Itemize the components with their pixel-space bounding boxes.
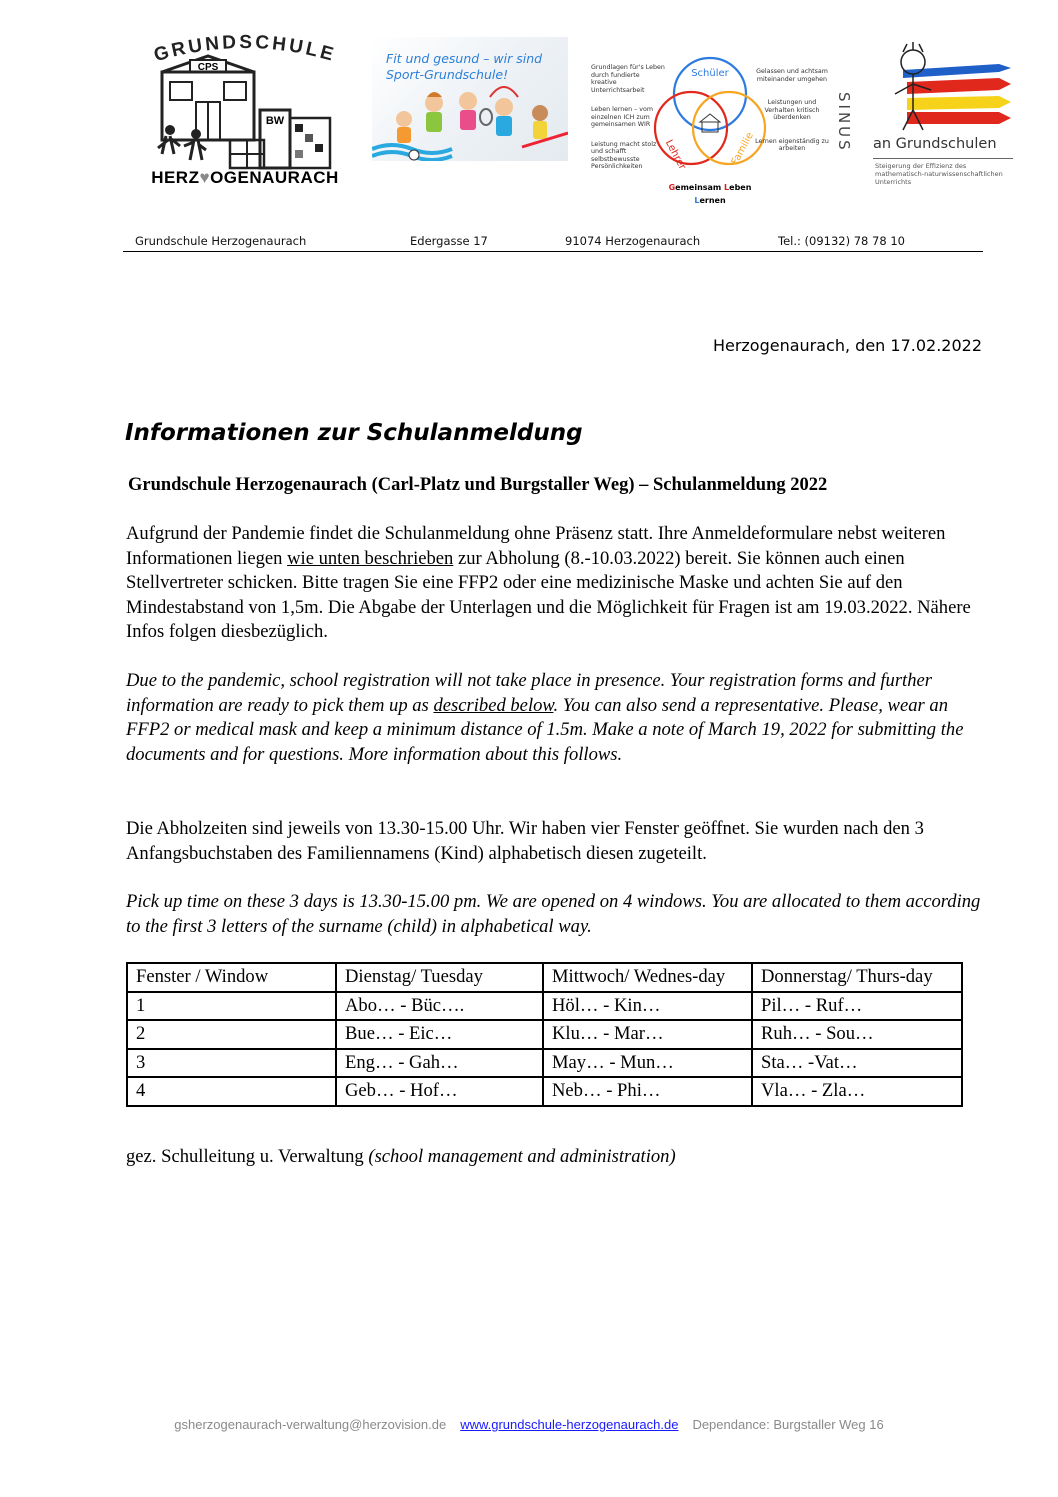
school-logo-town-left: HERZ: [151, 168, 200, 187]
venn-label-lehrer: Lehrer: [662, 138, 688, 172]
table-cell: 3: [127, 1049, 336, 1078]
table-cell: 1: [127, 992, 336, 1021]
school-logo-cps-label: CPS: [197, 62, 219, 73]
paragraph-text: . You can also send a representative. Please, wear an FFP2 or medical mask and keep a minimum distance of 1.5m. Make a note of March 19, 2022 for submitting the documents and for questions. More information about this follows.: [126, 694, 964, 765]
paragraph-english-pickup: Pick up time on these 3 days is 13.30-15.00 pm. We are opened on 4 windows. You are allocated to them according to the first 3 letters of the surname (child) in alphabetical way.: [126, 891, 981, 937]
table-header-cell: Fenster / Window: [127, 963, 336, 992]
table-header-cell: Dienstag/ Tuesday: [336, 963, 543, 992]
footer-email[interactable]: gsherzogenaurach-verwaltung@herzovision.de: [174, 1417, 447, 1432]
table-row: [127, 992, 962, 1021]
page-footer: [0, 1417, 1058, 1432]
venn-label-schueler: Schüler: [691, 68, 729, 79]
signature-text: gez. Schulleitung u. Verwaltung: [126, 1146, 369, 1167]
paragraph-english-registration: [126, 669, 986, 767]
motto-cap: L: [724, 183, 730, 192]
table-cell: Bue… - Eic…: [336, 1020, 543, 1049]
school-logo: [140, 28, 350, 193]
values-right-item: Gelassen und achtsam miteinander umgehen: [756, 68, 828, 83]
address-school-name: Grundschule Herzogenaurach: [135, 234, 307, 248]
table-header-cell: Donnerstag/ Thurs-day: [752, 963, 962, 992]
motto-word: eben: [729, 183, 752, 192]
table-cell: Pil… - Ruf…: [752, 992, 962, 1021]
school-logo-arch-text: GRUNDSCHULE: [151, 31, 339, 67]
values-right-list: [755, 68, 829, 153]
sport-school-logo: [372, 37, 568, 161]
paragraph-text: zur Abholung (8.-10.03.2022) bereit. Sie können auch einen Stellvertreter schicken. Bitte tragen Sie eine FFP2 oder eine medizinische Maske und achten Sie auf den Mindestabstand von 1,5m. Die Abgabe der Unterlagen und die Möglichkeit für Fragen ist am 19.03.2022. Nähere Infos folgen diesbezüglich.: [126, 547, 971, 642]
table-cell: Eng… - Gah…: [336, 1049, 543, 1078]
sport-slogan-line2: Sport-Grundschule!: [386, 67, 509, 82]
paragraph-text: Aufgrund der Pandemie findet die Schulanmeldung ohne Präsenz statt. Ihre Anmeldeformulare nebst weiteren Informationen liegen: [126, 523, 946, 569]
signature-translation: (school management and administration): [368, 1146, 676, 1167]
paragraph-text: Due to the pandemic, school registration will not take place in presence. Your registration forms and further information are ready to pick them up as: [126, 670, 933, 716]
venn-label-familie: Familie: [729, 130, 756, 167]
table-header-row: [127, 963, 962, 992]
sport-slogan-line1: Fit und gesund – wir sind: [386, 51, 543, 66]
table-header-cell: Mittwoch/ Wednes-day: [543, 963, 752, 992]
paragraph-german-registration: [126, 522, 986, 645]
values-right-item: Leistungen und Verhalten kritisch überdenken: [764, 99, 820, 121]
table-row: [127, 1077, 962, 1106]
table-cell: Abo… - Büc….: [336, 992, 543, 1021]
table-cell: Klu… - Mar…: [543, 1020, 752, 1049]
motto-word: ernen: [699, 196, 726, 205]
school-logo-bw-label: BW: [265, 115, 285, 127]
school-values-logo: [585, 46, 835, 216]
children-sport-illustration-icon: [372, 37, 568, 161]
address-city: 91074 Herzogenaurach: [565, 234, 701, 248]
letter-date: Herzogenaurach, den 17.02.2022: [712, 336, 982, 355]
values-motto: [660, 181, 760, 207]
table-cell: May… - Mun…: [543, 1049, 752, 1078]
table-cell: Höl… - Kin…: [543, 992, 752, 1021]
values-left-list: [591, 64, 665, 171]
described-below-link[interactable]: wie unten beschrieben: [287, 547, 454, 569]
header-divider: [123, 251, 983, 252]
school-building-icon: [140, 50, 350, 170]
motto-cap: L: [694, 196, 700, 205]
table-cell: Neb… - Phi…: [543, 1077, 752, 1106]
school-logo-town-right: OGENAURACH: [210, 168, 339, 187]
table-row: [127, 1020, 962, 1049]
sinus-logo: [835, 40, 1013, 190]
table-row: [127, 1049, 962, 1078]
table-cell: Sta… -Vat…: [752, 1049, 962, 1078]
signature: [126, 1146, 676, 1168]
address-street: Edergasse 17: [410, 234, 488, 248]
pickup-windows-table: [126, 962, 963, 1107]
values-right-item: Lernen eigenständig zu arbeiten: [755, 137, 829, 152]
values-left-item: Grundlagen für's Leben durch fundierte kreative Unterrichtsarbeit: [591, 64, 665, 94]
values-left-item: Leben lernen – vom einzelnen ICH zum gemeinsamen WIR: [591, 106, 653, 128]
motto-word: emeinsam: [675, 183, 725, 192]
school-logo-town: [140, 168, 350, 188]
heart-icon: ♥: [199, 168, 211, 187]
motto-cap: G: [668, 183, 676, 192]
sinus-divider: [873, 158, 1013, 159]
values-left-item: Leistung macht stolz und schafft selbstbewusste Persönlichkeiten: [591, 140, 657, 170]
sinus-description: Steigerung der Effizienz des mathematisch-naturwissenschaftlichen Unterrichts: [875, 162, 1003, 186]
table-cell: 4: [127, 1077, 336, 1106]
described-below-link[interactable]: described below: [433, 694, 554, 716]
colored-pencils-icon: [873, 40, 1013, 132]
sinus-subtitle: an Grundschulen: [873, 136, 997, 152]
page-subtitle: Grundschule Herzogenaurach (Carl-Platz und Burgstaller Weg) – Schulanmeldung 2022: [128, 475, 828, 495]
sinus-word: SINUS: [835, 92, 853, 153]
page-title: Informationen zur Schulanmeldung: [125, 420, 583, 446]
table-cell: 2: [127, 1020, 336, 1049]
footer-branch: Dependance: Burgstaller Weg 16: [692, 1417, 884, 1432]
footer-website-link[interactable]: www.grundschule-herzogenaurach.de: [460, 1417, 679, 1432]
table-cell: Ruh… - Sou…: [752, 1020, 962, 1049]
table-cell: Vla… - Zla…: [752, 1077, 962, 1106]
paragraph-german-pickup: Die Abholzeiten sind jeweils von 13.30-15.00 Uhr. Wir haben vier Fenster geöffnet. Sie wurden nach den 3 Anfangsbuchstaben des Familiennamens (Kind) alphabetisch diesen zugeteilt.: [126, 818, 924, 864]
address-phone: Tel.: (09132) 78 78 10: [778, 234, 905, 248]
table-cell: Geb… - Hof…: [336, 1077, 543, 1106]
